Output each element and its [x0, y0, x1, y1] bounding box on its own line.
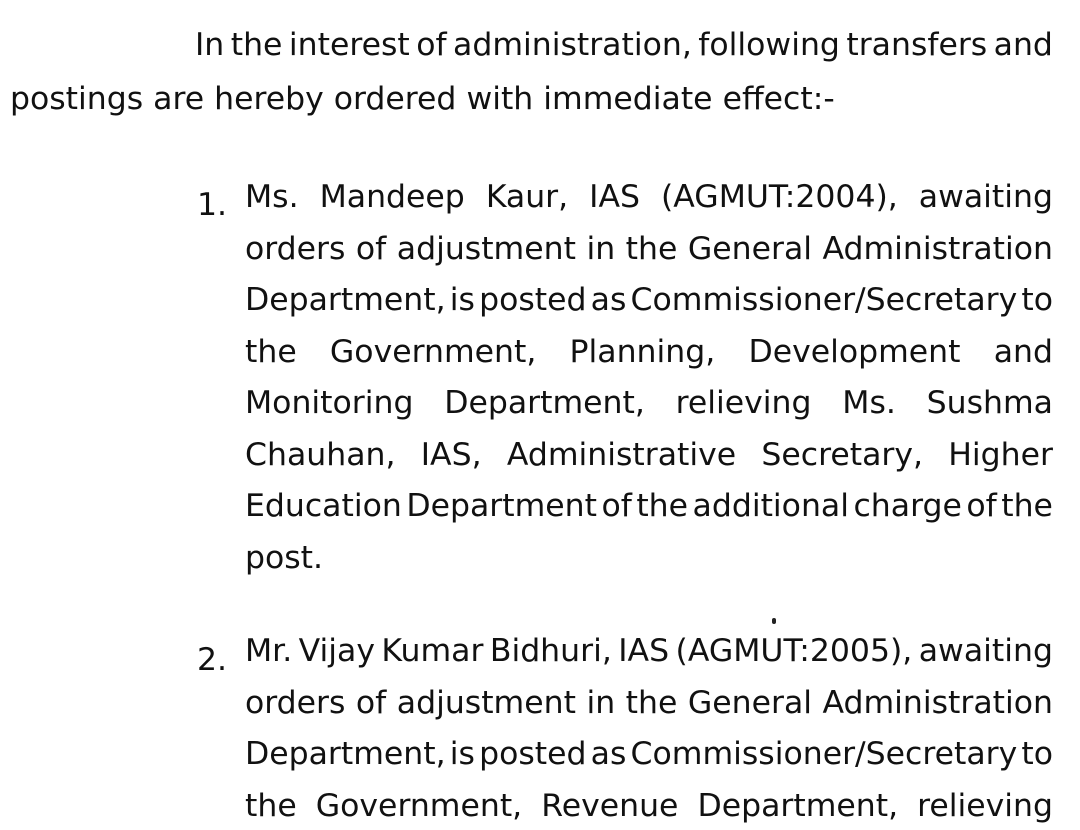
word: the	[245, 788, 297, 824]
word: Department,	[245, 736, 446, 772]
word: Chauhan,	[245, 437, 396, 473]
word: Planning,	[569, 334, 716, 370]
word: to	[1021, 736, 1053, 772]
word: Mr.	[245, 633, 293, 669]
word: IAS	[618, 633, 670, 669]
word: (AGMUT:2004),	[661, 179, 898, 215]
word: (AGMUT:2005),	[675, 633, 913, 669]
word: Administration	[822, 685, 1053, 721]
word: adjustment	[396, 231, 576, 267]
word: the	[230, 27, 283, 63]
word: Vijay	[298, 633, 375, 669]
word: in	[586, 685, 616, 721]
word: IAS	[589, 179, 640, 215]
word: posted	[479, 736, 587, 772]
word: Kumar	[381, 633, 484, 669]
word: the	[636, 488, 689, 524]
word: Mandeep	[319, 179, 465, 215]
word: posted	[479, 282, 587, 318]
word: Department,	[697, 788, 899, 824]
word: Ms.	[245, 179, 299, 215]
word: in	[586, 231, 616, 267]
word: adjustment	[396, 685, 576, 721]
word: Kaur,	[485, 179, 569, 215]
item-2-line-4	[245, 788, 1053, 824]
word: following	[698, 27, 840, 63]
word: orders	[245, 685, 346, 721]
word: of	[601, 488, 632, 524]
item-2-line-3	[245, 736, 1053, 772]
word: Department	[406, 488, 597, 524]
word: transfers	[846, 27, 988, 63]
word: Department,	[245, 282, 446, 318]
word: of	[355, 231, 387, 267]
word: awaiting	[918, 179, 1053, 215]
word: Administration	[822, 231, 1053, 267]
word: Monitoring	[245, 385, 414, 421]
word: the	[625, 685, 678, 721]
word: administration,	[453, 27, 692, 63]
word: as	[590, 736, 627, 772]
word: Ms.	[842, 385, 896, 421]
word: the	[625, 231, 678, 267]
item-2-number: 2.	[197, 642, 228, 678]
word: Revenue	[541, 788, 679, 824]
word: orders	[245, 231, 346, 267]
word: Commissioner/Secretary	[630, 282, 1018, 318]
item-1-number: 1.	[197, 187, 228, 223]
scan-speck	[772, 618, 776, 624]
item-1-line-6	[245, 437, 1053, 473]
word: and	[993, 27, 1053, 63]
word: the	[1001, 488, 1053, 524]
word: relieving	[917, 788, 1053, 824]
word: Government,	[315, 788, 523, 824]
word: to	[1021, 282, 1053, 318]
intro-line-1	[195, 27, 1053, 63]
word: of	[966, 488, 997, 524]
item-2-line-2	[245, 685, 1053, 721]
word: awaiting	[918, 633, 1053, 669]
item-1-line-3	[245, 282, 1053, 318]
word: Secretary,	[761, 437, 923, 473]
word: as	[590, 282, 627, 318]
word: Bidhuri,	[489, 633, 612, 669]
word: interest	[288, 27, 410, 63]
word: is	[449, 736, 475, 772]
word: charge	[853, 488, 962, 524]
word: Department,	[444, 385, 645, 421]
word: Development	[748, 334, 961, 370]
word: General	[687, 685, 812, 721]
word: In	[195, 27, 225, 63]
word: Sushma	[926, 385, 1053, 421]
item-1-line-2	[245, 231, 1053, 267]
word: the	[245, 334, 297, 370]
word: of	[355, 685, 387, 721]
word: Government,	[329, 334, 537, 370]
word: General	[687, 231, 812, 267]
word: and	[993, 334, 1053, 370]
word: additional	[692, 488, 849, 524]
item-1-line-1	[245, 179, 1053, 215]
word: relieving	[675, 385, 812, 421]
word: Education	[245, 488, 402, 524]
word: of	[416, 27, 447, 63]
word: Higher	[948, 437, 1053, 473]
word: IAS,	[420, 437, 482, 473]
item-1-line-4	[245, 334, 1053, 370]
word: Administrative	[506, 437, 737, 473]
item-1-last-line: post.	[245, 540, 324, 576]
item-2-line-1	[245, 633, 1053, 669]
item-1-line-5	[245, 385, 1053, 421]
word: Commissioner/Secretary	[630, 736, 1018, 772]
item-1-line-7	[245, 488, 1053, 524]
word: is	[449, 282, 475, 318]
intro-line-2: postings are hereby ordered with immediate effect:-	[10, 81, 835, 117]
